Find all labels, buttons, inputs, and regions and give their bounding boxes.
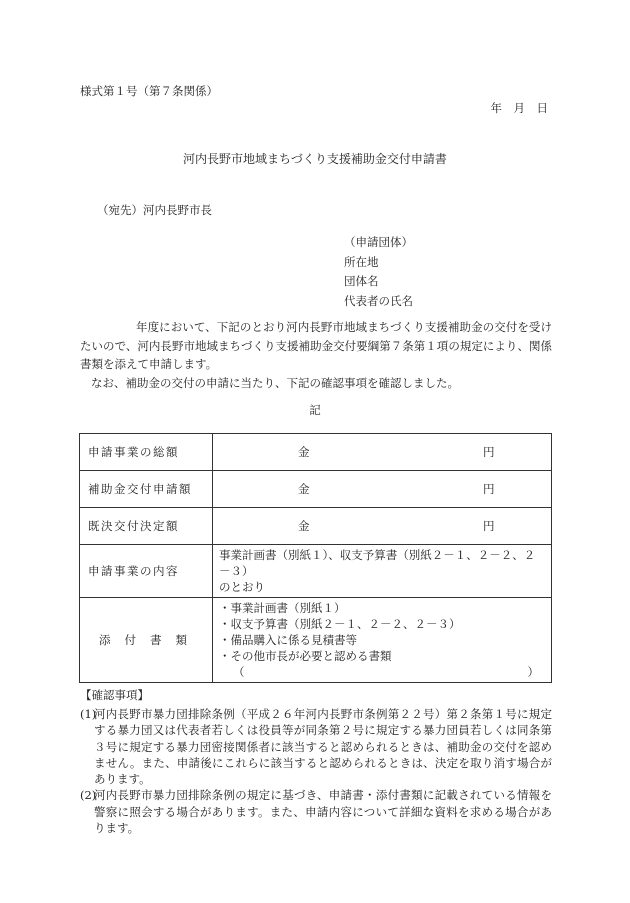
attachments-label: 添付書類 bbox=[80, 598, 213, 683]
form-number: 様式第１号（第７条関係） bbox=[80, 84, 218, 98]
table-row bbox=[80, 598, 552, 683]
yen-label: 円 bbox=[483, 519, 495, 533]
confirm-heading: 【確認事項】 bbox=[80, 688, 149, 702]
item-number: (2) bbox=[80, 788, 97, 803]
body-paragraph-1: 年度において、下記のとおり河内長野市地域まちづくり支援補助金の交付を受けたいので、河内長野市地域まちづくり支援補助金交付要綱第７条第１項の規定により、関係書類を添えて申請します。 bbox=[80, 320, 552, 371]
paren-close: ） bbox=[527, 665, 539, 679]
applicant-org-label: 団体名 bbox=[344, 274, 379, 288]
addressee: （宛先）河内長野市長 bbox=[97, 203, 212, 217]
list-item bbox=[80, 706, 552, 787]
table-row bbox=[80, 471, 552, 508]
row-label: 申請事業の総額 bbox=[80, 434, 213, 471]
paren-open: （ bbox=[233, 665, 245, 679]
body-text bbox=[80, 318, 552, 392]
yen-label: 円 bbox=[483, 482, 495, 496]
applicant-rep-label: 代表者の氏名 bbox=[344, 293, 413, 308]
applicant-heading: （申請団体） bbox=[344, 235, 413, 249]
item-text: 河内長野市暴力団排除条例（平成２６年河内長野市条例第２２号）第２条第１号に規定する暴力団又は代表者若しくは役員等が同条第２号に規定する暴力団員若しくは同条第３号に規定する暴力団密接関係者に該当すると認められるときは、補助金の交付を認めません。また、申請後にこれらに該当すると認められるときは、決定を取り消す場合があります。 bbox=[94, 707, 552, 787]
item-text: 河内長野市暴力団排除条例の規定に基づき、申請書・添付書類に記載されている情報を警察に照会する場合があります。また、申請内容について詳細な資料を求める場合があります。 bbox=[94, 788, 552, 836]
other-docs-paren bbox=[219, 664, 545, 680]
confirm-items bbox=[80, 706, 552, 836]
date-field: 年 月 日 bbox=[490, 101, 548, 115]
row-label: 補助金交付申請額 bbox=[80, 471, 213, 508]
amount-cell bbox=[213, 508, 552, 545]
yen-label: 円 bbox=[483, 445, 495, 459]
applicant-block bbox=[344, 233, 413, 311]
kin-label: 金 bbox=[298, 445, 310, 459]
table-row bbox=[80, 508, 552, 545]
row-label: 既決交付決定額 bbox=[80, 508, 213, 545]
attachment-item: ・事業計画書（別紙１） bbox=[219, 601, 346, 615]
application-table bbox=[79, 433, 552, 683]
ki-marker: 記 bbox=[309, 403, 321, 417]
content-line-2: のとおり bbox=[219, 580, 265, 594]
kin-label: 金 bbox=[298, 482, 310, 496]
content-line-1: 事業計画書（別紙１）、収支予算書（別紙２－１、２－２、２－３） bbox=[219, 548, 536, 578]
table-row bbox=[80, 545, 552, 598]
amount-cell bbox=[213, 471, 552, 508]
document-title: 河内長野市地域まちづくり支援補助金交付申請書 bbox=[183, 152, 447, 166]
attachment-item: ・収支予算書（別紙２－１、２－２、２－３） bbox=[219, 617, 461, 631]
list-item bbox=[80, 787, 552, 836]
amount-cell bbox=[213, 434, 552, 471]
applicant-address-label: 所在地 bbox=[344, 254, 379, 269]
attachments-cell bbox=[213, 598, 552, 683]
attachment-item: ・備品購入に係る見積書等 bbox=[219, 633, 357, 647]
content-label: 申請事業の内容 bbox=[80, 545, 213, 598]
table-row bbox=[80, 434, 552, 471]
content-cell bbox=[213, 545, 552, 598]
body-paragraph-2: なお、補助金の交付の申請に当たり、下記の確認事項を確認しました。 bbox=[91, 375, 459, 390]
item-number: (1) bbox=[80, 707, 97, 721]
kin-label: 金 bbox=[298, 519, 310, 533]
attachment-item: ・その他市長が必要と認める書類 bbox=[219, 649, 392, 663]
